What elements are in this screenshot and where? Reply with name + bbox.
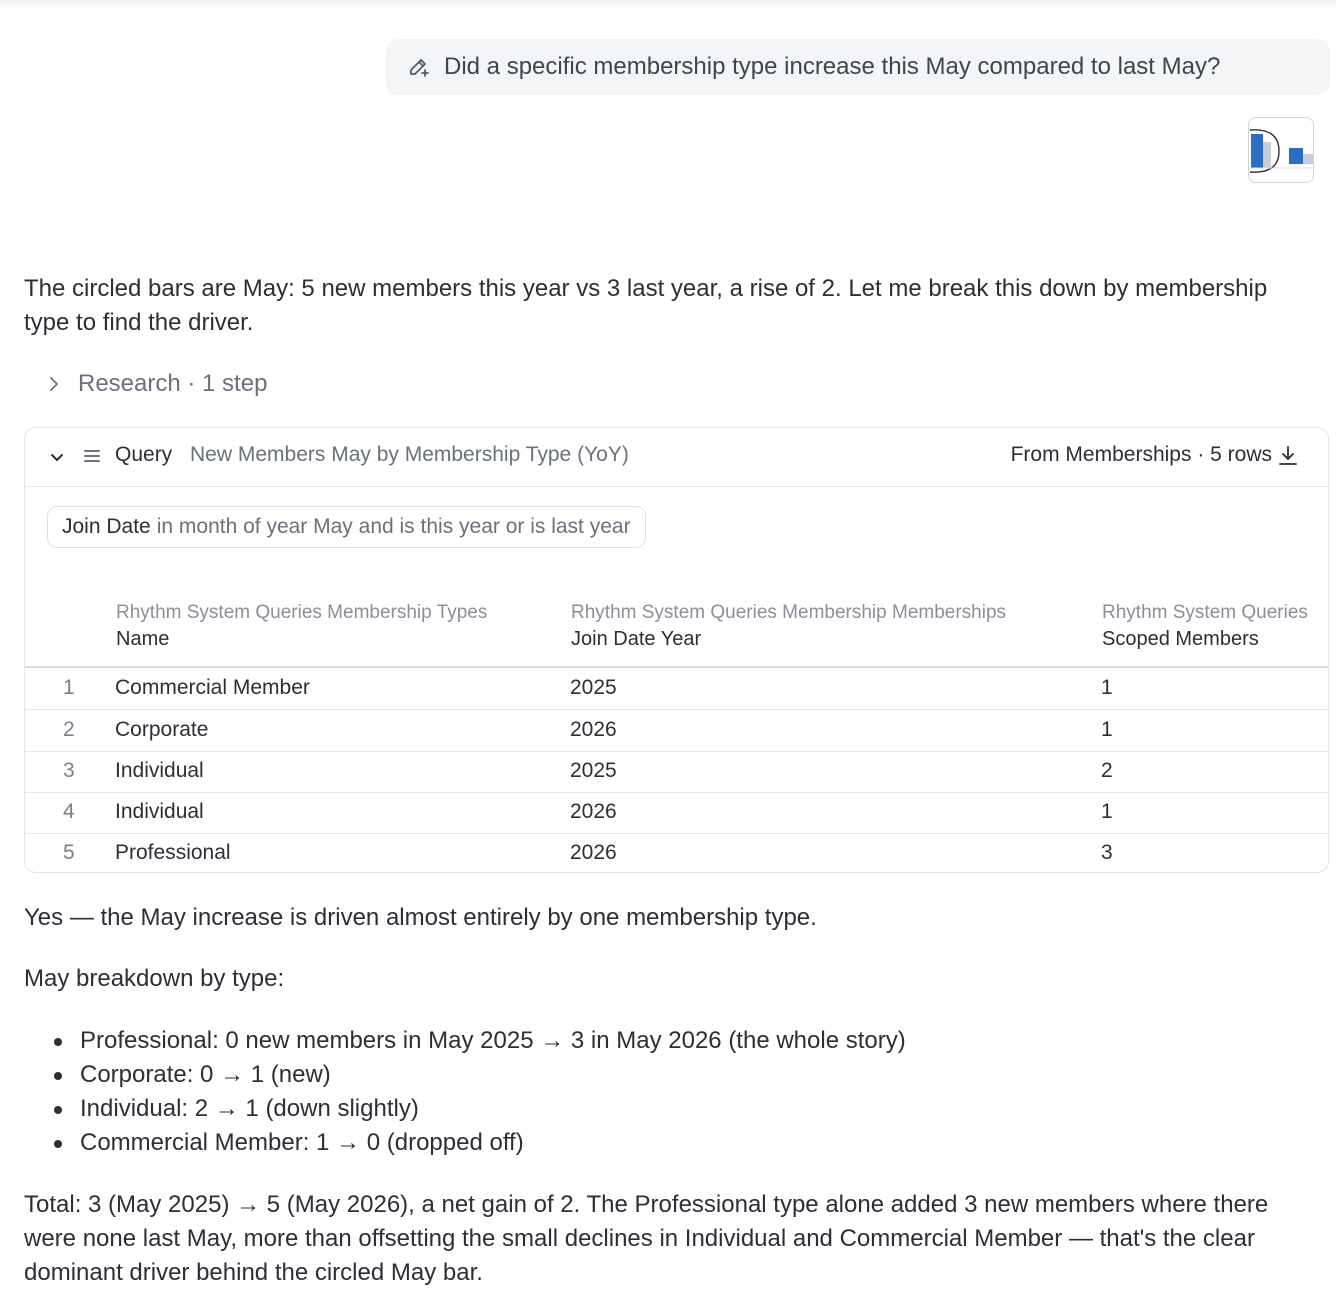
table-row	[25, 710, 1328, 752]
column-source: Rhythm System Queries Membership Types	[116, 602, 488, 623]
answer-summary: Total: 3 (May 2025) → 5 (May 2026), a net gain of 2. The Professional type alone added 3 new members where there were none last May, more than offsetting the small declines in Individual and Commercial Member — that's the clear dominant driver behind the circled May bar.	[24, 1191, 1269, 1286]
cell-members: 2	[1101, 759, 1113, 782]
cell-members: 3	[1101, 841, 1113, 864]
user-message-bubble	[386, 39, 1330, 95]
chevron-down-icon[interactable]	[47, 447, 67, 467]
list-item: Professional: 0 new members in May 2025 → 3 in May 2026 (the whole story)	[24, 1024, 906, 1058]
chevron-right-icon	[44, 374, 64, 394]
filter-condition: in month of year May and is this year or is last year	[156, 515, 631, 538]
column-header-name[interactable]	[116, 600, 487, 652]
column-field: Name	[116, 628, 170, 650]
query-card	[24, 427, 1329, 873]
query-label: Query	[115, 443, 173, 466]
edit-sparkle-icon[interactable]	[406, 54, 432, 80]
query-source: From Memberships · 5 rows	[1010, 443, 1272, 466]
column-source: Rhythm System Queries Membership Memberships	[571, 602, 1007, 623]
cell-year: 2026	[570, 841, 617, 864]
row-index: 5	[63, 841, 75, 864]
list-item: Commercial Member: 1 → 0 (dropped off)	[24, 1126, 906, 1160]
row-index: 1	[63, 676, 75, 699]
cell-year: 2026	[570, 718, 617, 741]
answer-lead: Yes — the May increase is driven almost entirely by one membership type.	[24, 904, 817, 931]
table-row	[25, 833, 1328, 873]
cell-year: 2026	[570, 800, 617, 823]
cell-name: Corporate	[115, 718, 209, 741]
breakdown-heading: May breakdown by type:	[24, 965, 285, 992]
list-icon	[81, 445, 103, 467]
cell-year: 2025	[570, 676, 617, 699]
cell-members: 1	[1101, 718, 1113, 741]
breakdown-list	[24, 1024, 906, 1160]
column-header-scoped-members[interactable]	[1102, 600, 1308, 652]
row-index: 4	[63, 800, 75, 823]
cell-members: 1	[1101, 676, 1113, 699]
row-index: 2	[63, 718, 75, 741]
filter-chip[interactable]	[47, 506, 646, 548]
research-toggle[interactable]	[44, 366, 267, 402]
cell-name: Individual	[115, 759, 204, 782]
research-label: Research · 1 step	[78, 370, 268, 397]
column-field: Scoped Members	[1102, 628, 1259, 650]
query-title: New Members May by Membership Type (YoY)	[190, 443, 629, 466]
cell-name: Commercial Member	[115, 676, 310, 699]
assistant-intro-text: The circled bars are May: 5 new members this year vs 3 last year, a rise of 2. Let me break this down by membership type to find the driver.	[24, 275, 1268, 336]
column-source: Rhythm System Queries	[1102, 602, 1308, 623]
column-header-join-date-year[interactable]	[571, 600, 1006, 652]
list-item: Individual: 2 → 1 (down slightly)	[24, 1092, 906, 1126]
filter-field: Join Date	[62, 515, 151, 538]
user-message-text: Did a specific membership type increase this May compared to last May?	[444, 53, 1221, 80]
row-index: 3	[63, 759, 75, 782]
table-row	[25, 792, 1328, 834]
top-fade	[0, 0, 1336, 10]
query-header[interactable]	[25, 428, 1328, 487]
download-icon[interactable]	[1276, 444, 1300, 468]
cell-name: Individual	[115, 800, 204, 823]
cell-name: Professional	[115, 841, 231, 864]
cell-year: 2025	[570, 759, 617, 782]
chart-thumbnail-attachment[interactable]	[1248, 117, 1314, 183]
column-field: Join Date Year	[571, 628, 702, 650]
table-row	[25, 668, 1328, 710]
table-row	[25, 751, 1328, 793]
list-item: Corporate: 0 → 1 (new)	[24, 1058, 906, 1092]
cell-members: 1	[1101, 800, 1113, 823]
